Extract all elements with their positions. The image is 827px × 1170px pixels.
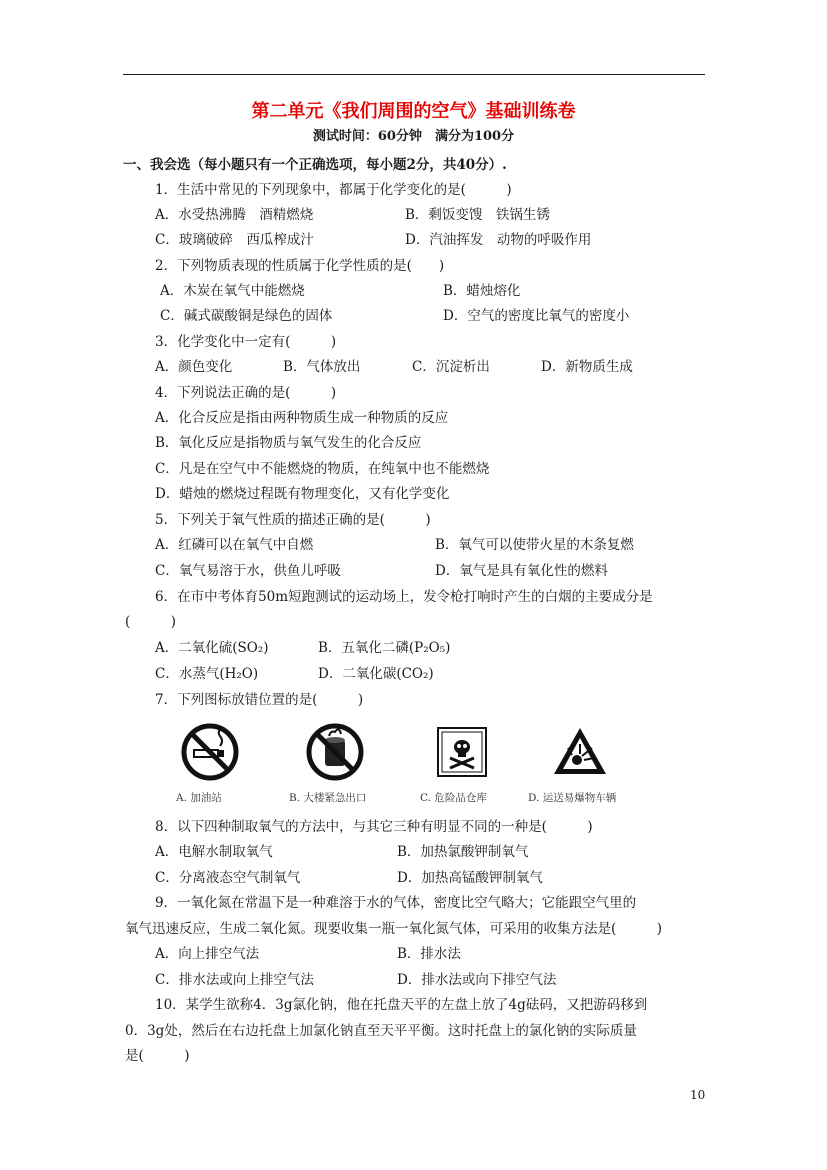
question-9: 9．一氧化氮在常温下是一种难溶于水的气体，密度比空气略大；它能跟空气里的: [155, 895, 637, 911]
question-2-option-d: D．空气的密度比氧气的密度小: [443, 308, 630, 324]
question-7: 7．下列图标放错位置的是( ): [155, 692, 364, 708]
question-2-option-c: C．碱式碳酸铜是绿色的固体: [160, 308, 333, 324]
header-rule: [123, 74, 705, 75]
question-8-option-a: A．电解水制取氧气: [155, 844, 273, 860]
exam-title: 第二单元《我们周围的空气》基础训练卷: [251, 101, 576, 122]
question-9-option-b: B．排水法: [397, 946, 461, 962]
sign-icons-row: [150, 722, 670, 812]
question-4-option-c: C．凡是在空气中不能燃烧的物质，在纯氧中也不能燃烧: [155, 461, 490, 477]
question-3: 3．化学变化中一定有( ): [155, 334, 337, 350]
question-9-option-d: D．排水法或向下排空气法: [397, 972, 557, 988]
question-6-option-a: A．二氧化硫(SO₂): [155, 640, 269, 656]
no-burning-materials-icon: [305, 722, 365, 782]
question-6-option-c: C．水蒸气(H₂O): [155, 666, 259, 682]
question-3-option-a: A．颜色变化: [155, 359, 233, 375]
sign-caption-d: D. 运送易爆物车辆: [528, 792, 617, 804]
question-1-option-b: B．剩饭变馊 铁锅生锈: [405, 207, 550, 223]
question-6-continued: ( ): [125, 614, 177, 630]
question-5-option-b: B．氧气可以使带火星的木条复燃: [435, 537, 634, 553]
no-smoking-icon: [180, 722, 240, 782]
question-2: 2．下列物质表现的性质属于化学性质的是( ): [155, 258, 445, 274]
question-8: 8．以下四种制取氧气的方法中，与其它三种有明显不同的一种是( ): [155, 819, 593, 835]
question-5-option-a: A．红磷可以在氧气中自燃: [155, 537, 314, 553]
question-10-continued-2: 是( ): [125, 1048, 190, 1064]
question-4: 4．下列说法正确的是( ): [155, 385, 337, 401]
page-number: 10: [690, 1088, 706, 1102]
question-3-option-b: B．气体放出: [283, 359, 361, 375]
question-6-option-b: B．五氧化二磷(P₂O₅): [318, 640, 451, 656]
question-1: 1．生活中常见的下列现象中，都属于化学变化的是( ): [155, 182, 512, 198]
question-8-option-d: D．加热高锰酸钾制氧气: [397, 870, 543, 886]
question-1-option-d: D．汽油挥发 动物的呼吸作用: [405, 232, 592, 248]
question-8-option-c: C．分离液态空气制氧气: [155, 870, 301, 886]
sign-caption-b: B. 大楼紧急出口: [289, 792, 367, 804]
sign-caption-a: A. 加油站: [176, 792, 222, 804]
section-heading: 一、我会选（每小题只有一个正确选项，每小题2分，共40分）.: [123, 157, 507, 173]
question-3-option-d: D．新物质生成: [541, 359, 633, 375]
question-4-option-d: D．蜡烛的燃烧过程既有物理变化，又有化学变化: [155, 486, 450, 502]
explosive-icon: [550, 722, 610, 782]
sign-option-b: [285, 722, 405, 812]
question-2-option-b: B．蜡烛熔化: [443, 283, 521, 299]
question-1-option-a: A．水受热沸腾 酒精燃烧: [155, 207, 314, 223]
question-10-continued: 0．3g处，然后在右边托盘上加氯化钠直至天平平衡。这时托盘上的氯化钠的实际质量: [125, 1023, 637, 1039]
question-5-option-c: C．氧气易溶于水，供鱼儿呼吸: [155, 563, 341, 579]
question-9-option-a: A．向上排空气法: [155, 946, 260, 962]
question-1-option-c: C．玻璃破碎 西瓜榨成汁: [155, 232, 314, 248]
sign-option-c: [412, 722, 532, 812]
question-5: 5．下列关于氧气性质的描述正确的是( ): [155, 512, 431, 528]
question-5-option-d: D．氧气是具有氧化性的燃料: [435, 563, 608, 579]
question-4-option-b: B．氧化反应是指物质与氧气发生的化合反应: [155, 435, 422, 451]
question-8-option-b: B．加热氯酸钾制氧气: [397, 844, 529, 860]
exam-subtitle: 测试时间：60分钟 满分为100分: [312, 129, 515, 144]
toxic-skull-icon: [432, 722, 492, 782]
sign-option-a: [160, 722, 280, 812]
question-2-option-a: A．木炭在氧气中能燃烧: [160, 283, 305, 299]
question-9-option-c: C．排水法或向上排空气法: [155, 972, 314, 988]
question-4-option-a: A．化合反应是指由两种物质生成一种物质的反应: [155, 410, 449, 426]
question-6-option-d: D．二氧化碳(CO₂): [318, 666, 434, 682]
sign-caption-c: C. 危险品仓库: [420, 792, 487, 804]
question-6: 6．在市中考体育50m短跑测试的运动场上，发令枪打响时产生的白烟的主要成分是: [155, 589, 653, 605]
question-9-continued: 氧气迅速反应，生成二氧化氮。现要收集一瓶一氧化氮气体，可采用的收集方法是( ): [125, 921, 663, 937]
question-3-option-c: C．沉淀析出: [412, 359, 490, 375]
sign-option-d: [530, 722, 650, 812]
question-10: 10．某学生欲称4．3g氯化钠，他在托盘天平的左盘上放了4g砝码，又把游码移到: [155, 997, 648, 1013]
